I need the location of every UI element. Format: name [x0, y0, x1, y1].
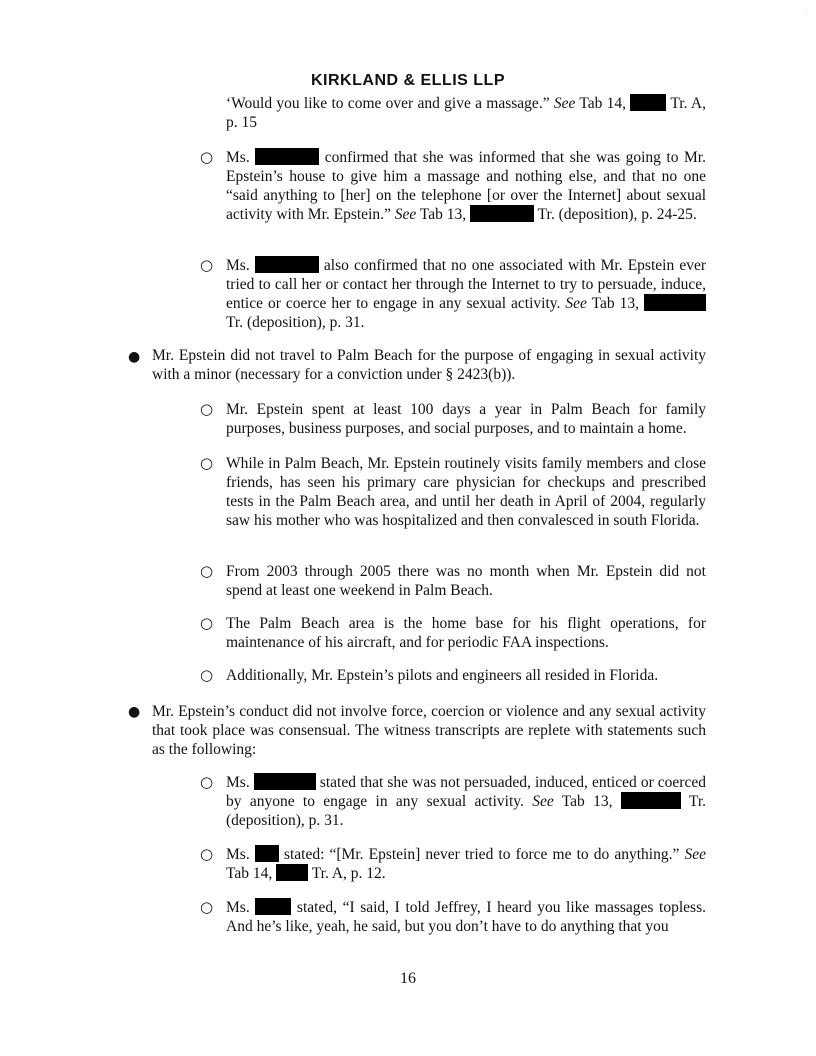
redaction-box	[470, 205, 534, 222]
sub-item: Ms. stated, “I said, I told Jeffrey, I heard you like massages topless. And he’s like, yeah, he said, but you don’t have to do anything that you	[226, 899, 706, 935]
sub-item: Additionally, Mr. Epstein’s pilots and engineers all resided in Florida.	[226, 667, 659, 684]
sub-bullet-icon: ○	[200, 148, 214, 166]
sub-bullet-icon: ○	[200, 562, 214, 580]
letterhead-firm-name: KIRKLAND & ELLIS LLP	[311, 72, 505, 89]
sub-bullet-icon: ○	[200, 773, 214, 791]
redaction-box	[630, 94, 666, 111]
main-item: Mr. Epstein did not travel to Palm Beach for the purpose of engaging in sexual activity with a minor (necessary for a conviction under § 2423(b)).	[152, 347, 706, 383]
sub-bullet-icon: ○	[200, 898, 214, 916]
redaction-box	[621, 792, 681, 809]
redaction-box	[644, 294, 706, 311]
redaction-box	[255, 256, 319, 273]
sub-item: Ms. stated: “[Mr. Epstein] never tried to force me to do anything.” See Tab 14, Tr. A, p. 12.	[226, 846, 706, 882]
sub-bullet-icon: ○	[200, 454, 214, 472]
redaction-box	[254, 773, 316, 790]
continued-quote: ‘Would you like to come over and give a massage.” See Tab 14, Tr. A, p. 15	[226, 95, 706, 131]
sub-bullet-icon: ○	[200, 845, 214, 863]
sub-item: Ms. stated that she was not persuaded, induced, enticed or coerced by anyone to engage in any sexual activity. See Tab 13, Tr. (deposition), p. 31.	[226, 774, 706, 829]
sub-item: The Palm Beach area is the home base for his flight operations, for maintenance of his aircraft, and for periodic FAA inspections.	[226, 615, 706, 651]
sub-item: While in Palm Beach, Mr. Epstein routinely visits family members and close friends, has seen his primary care physician for checkups and prescribed tests in the Palm Beach area, and until her death in April of 2004, regularly saw his mother who was hospitalized and then convalesced in south Florida.	[226, 455, 706, 529]
sub-item: Ms. also confirmed that no one associated with Mr. Epstein ever tried to call her or contact her through the Internet to try to persuade, induce, entice or coerce her to engage in any sexual activity. See Tab 13, Tr. (deposition), p. 31.	[226, 257, 706, 331]
scan-mark	[805, 10, 806, 11]
sub-item: Ms. confirmed that she was informed that she was going to Mr. Epstein’s house to give him a massage and nothing else, and that no one “said anything to [her] on the telephone [or over the Internet] about sexual activity with Mr. Epstein.” See Tab 13, Tr. (deposition), p. 24-25.	[226, 149, 706, 223]
sub-item: From 2003 through 2005 there was no month when Mr. Epstein did not spend at least one weekend in Palm Beach.	[226, 563, 706, 599]
sub-item: Mr. Epstein spent at least 100 days a year in Palm Beach for family purposes, business purposes, and social purposes, and to maintain a home.	[226, 401, 706, 437]
page-number: 16	[400, 970, 416, 987]
redaction-box	[255, 148, 319, 165]
redaction-box	[255, 845, 279, 862]
bullet-icon: ●	[128, 349, 141, 365]
sub-bullet-icon: ○	[200, 400, 214, 418]
main-item: Mr. Epstein’s conduct did not involve force, coercion or violence and any sexual activity that took place was consensual. The witness transcripts are replete with statements such as the following:	[152, 703, 706, 758]
redaction-box	[255, 898, 291, 915]
redaction-box	[276, 864, 308, 881]
sub-bullet-icon: ○	[200, 666, 214, 684]
sub-bullet-icon: ○	[200, 256, 214, 274]
sub-bullet-icon: ○	[200, 614, 214, 632]
bullet-icon: ●	[128, 704, 141, 720]
